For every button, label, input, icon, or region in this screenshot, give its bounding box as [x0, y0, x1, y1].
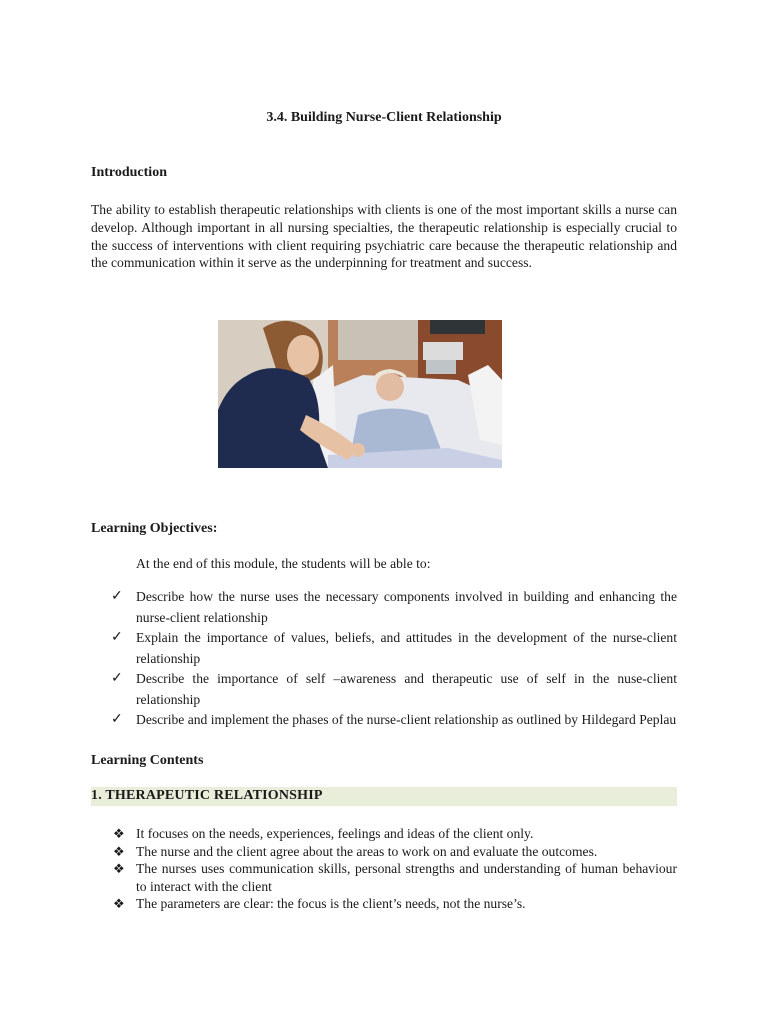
section-heading-bar [91, 787, 677, 806]
checkmark-icon: ✓ [111, 589, 123, 604]
objective-text: Describe the importance of self –awareness and therapeutic use of self in the nuse-client relationship [136, 671, 677, 707]
objective-text: Explain the importance of values, beliefs, and attitudes in the development of the nurse-client relationship [136, 630, 677, 666]
diamond-bullet-icon: ❖ [113, 896, 125, 912]
objectives-list [91, 587, 677, 731]
list-item [91, 628, 677, 669]
point-text: It focuses on the needs, experiences, feelings and ideas of the client only. [136, 826, 534, 841]
learning-contents-heading: Learning Contents [91, 753, 204, 768]
objective-text: Describe and implement the phases of the nurse-client relationship as outlined by Hildegard Peplau [136, 712, 677, 727]
point-text: The nurses uses communication skills, personal strengths and understanding of human behaviour to interact with the client [136, 861, 677, 894]
introduction-paragraph: The ability to establish therapeutic relationships with clients is one of the most important skills a nurse can develop. Although important in all nursing specialties, the therapeutic relationship is especially crucial to the success of interventions with client requiring psychiatric care because the therapeutic relationship and the communication within it serve as the underpinning for treatment and success. [91, 202, 677, 271]
objective-text: Describe how the nurse uses the necessary components involved in building and enhancing the nurse-client relationship [136, 589, 677, 625]
objectives-lead-sentence: At the end of this module, the students will be able to: [136, 556, 431, 571]
checkmark-icon: ✓ [111, 671, 123, 686]
list-item [91, 825, 677, 843]
list-item [91, 843, 677, 861]
checkmark-icon: ✓ [111, 712, 123, 727]
nurse-client-photo [218, 320, 502, 468]
diamond-bullet-icon: ❖ [113, 826, 125, 841]
list-item [91, 710, 677, 731]
introduction-heading: Introduction [91, 165, 167, 180]
list-item [91, 895, 677, 913]
list-item [91, 669, 677, 710]
therapeutic-relationship-points [91, 825, 677, 913]
diamond-bullet-icon: ❖ [113, 843, 125, 859]
section-title: 1. THERAPEUTIC RELATIONSHIP [91, 788, 323, 803]
page-title: 3.4. Building Nurse-Client Relationship [266, 110, 502, 125]
list-item [91, 587, 677, 628]
point-text: The nurse and the client agree about the areas to work on and evaluate the outcomes. [136, 843, 598, 859]
list-item [91, 860, 677, 895]
learning-objectives-heading: Learning Objectives: [91, 521, 218, 536]
checkmark-icon: ✓ [111, 630, 123, 645]
diamond-bullet-icon: ❖ [113, 861, 125, 877]
point-text: The parameters are clear: the focus is the client’s needs, not the nurse’s. [136, 896, 526, 912]
